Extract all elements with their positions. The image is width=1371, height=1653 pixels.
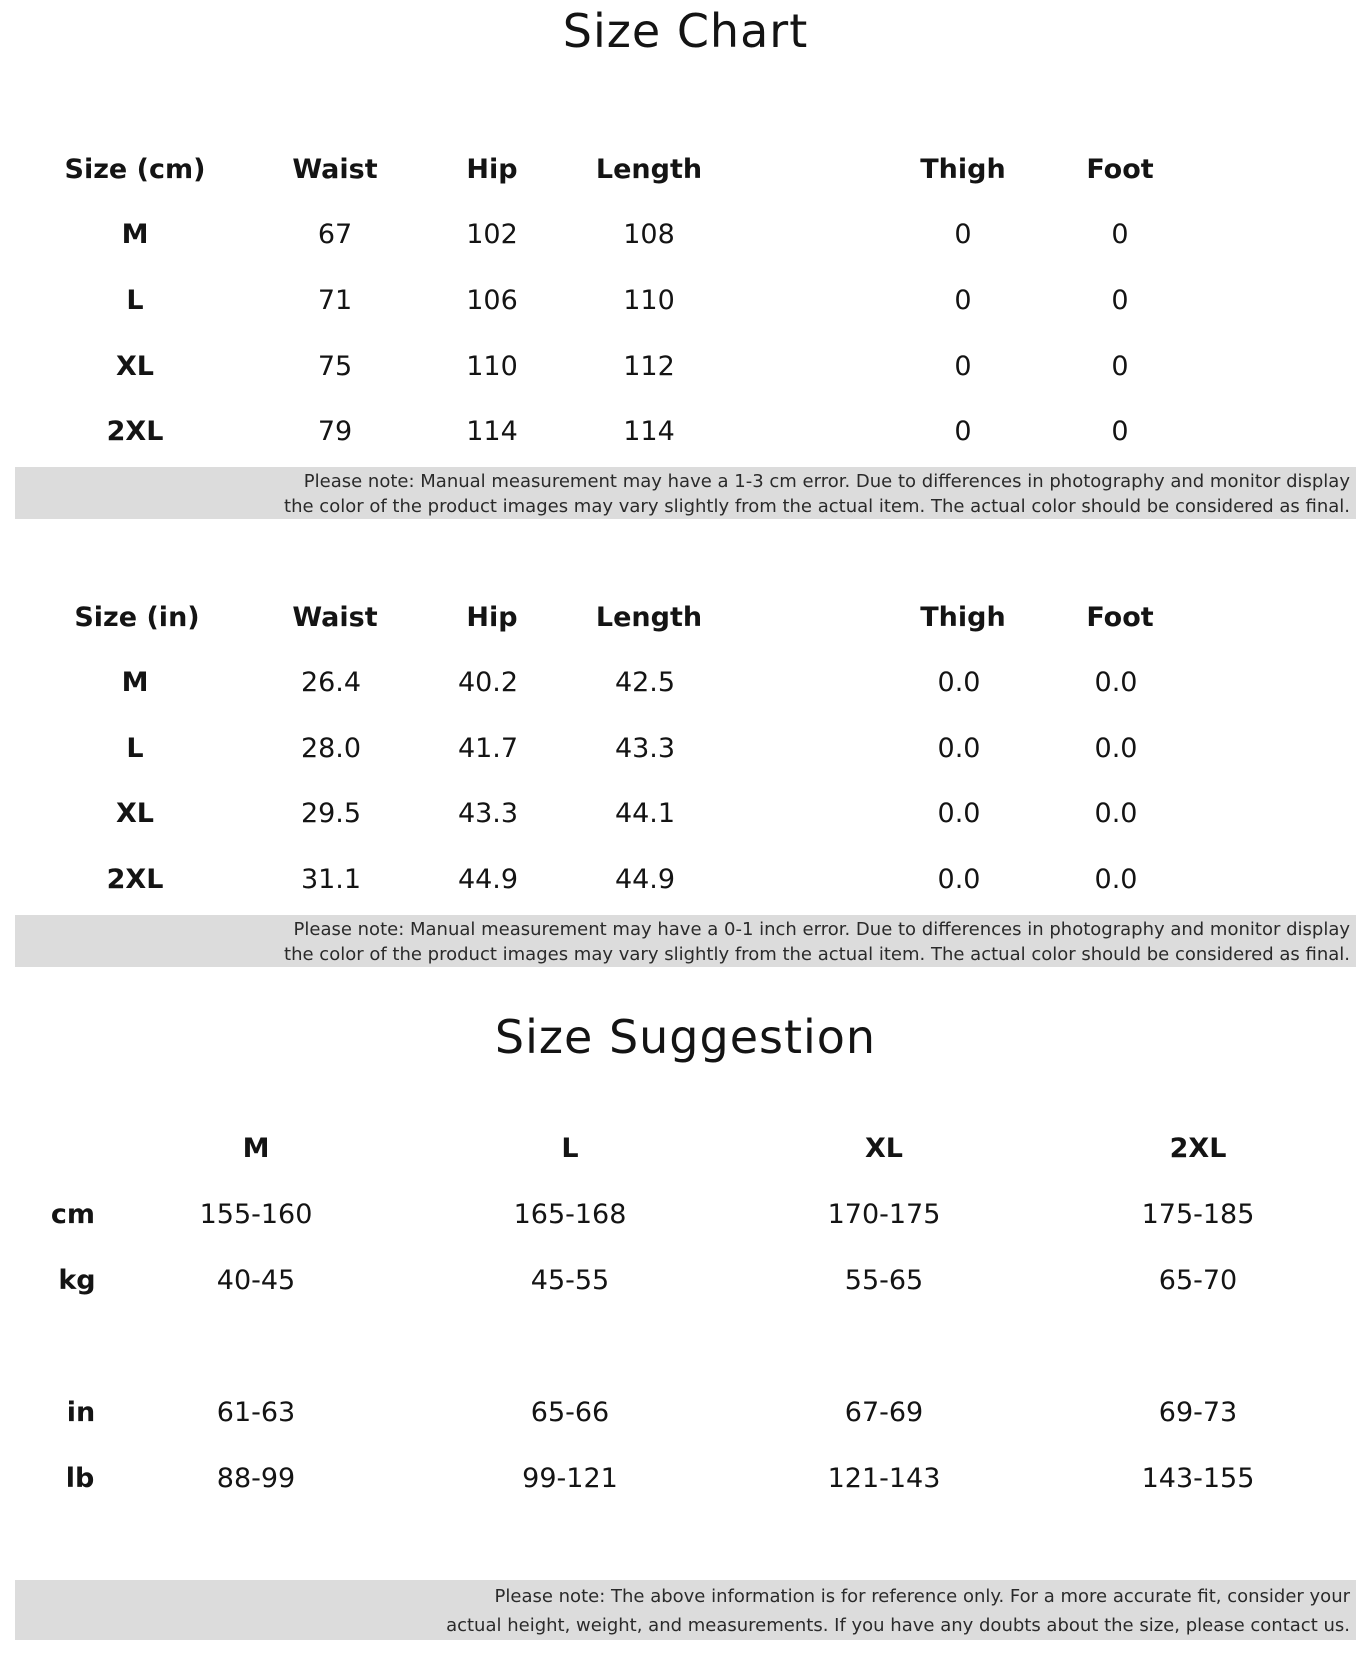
- waist-value: 31.1: [300, 864, 362, 895]
- header-size-cm: Size (cm): [64, 154, 206, 185]
- note-line: Please note: Manual measurement may have a 0-1 inch error. Due to differences in photography and monitor display: [293, 919, 1350, 940]
- suggestion-value: 67-69: [844, 1397, 924, 1428]
- waist-value: 28.0: [300, 733, 362, 764]
- length-value: 44.9: [614, 864, 676, 895]
- suggestion-value: 88-99: [216, 1463, 296, 1494]
- length-value: 112: [623, 351, 675, 382]
- hip-value: 43.3: [457, 798, 519, 829]
- size-label: 2XL: [106, 416, 164, 447]
- hip-value: 41.7: [457, 733, 519, 764]
- header-thigh: Thigh: [920, 602, 1006, 633]
- suggestion-value: 40-45: [216, 1265, 296, 1296]
- note-line: Please note: The above information is for reference only. For a more accurate fit, consider your: [494, 1586, 1350, 1607]
- waist-value: 67: [317, 219, 353, 250]
- thigh-value: 0.0: [937, 667, 981, 698]
- length-value: 114: [623, 416, 675, 447]
- header-thigh: Thigh: [920, 154, 1006, 185]
- header-foot: Foot: [1086, 602, 1154, 633]
- size-label: 2XL: [106, 864, 164, 895]
- note-line: the color of the product images may vary slightly from the actual item. The actual color should be considered as final.: [284, 944, 1350, 965]
- suggestion-value: 175-185: [1141, 1199, 1255, 1230]
- waist-value: 71: [317, 285, 353, 316]
- size-suggestion-title: Size Suggestion: [494, 1010, 877, 1064]
- note-line: the color of the product images may vary slightly from the actual item. The actual color should be considered as final.: [284, 496, 1350, 517]
- row-label-cm: cm: [50, 1199, 96, 1230]
- row-label-kg: kg: [58, 1265, 96, 1296]
- hip-value: 106: [466, 285, 518, 316]
- size-label: M: [121, 219, 149, 250]
- row-label-lb: lb: [65, 1463, 95, 1494]
- size-label: M: [121, 667, 149, 698]
- thigh-value: 0: [954, 285, 972, 316]
- suggestion-value: 143-155: [1141, 1463, 1255, 1494]
- cm-measurement-note: [15, 467, 1356, 519]
- thigh-value: 0.0: [937, 798, 981, 829]
- hip-value: 110: [466, 351, 518, 382]
- header-hip: Hip: [466, 154, 518, 185]
- suggestion-value: 65-66: [530, 1397, 610, 1428]
- foot-value: 0.0: [1094, 667, 1138, 698]
- size-label: L: [126, 733, 144, 764]
- hip-value: 40.2: [457, 667, 519, 698]
- suggestion-value: 165-168: [513, 1199, 627, 1230]
- suggestion-value: 170-175: [827, 1199, 941, 1230]
- size-label: XL: [115, 351, 155, 382]
- note-line: actual height, weight, and measurements. If you have any doubts about the size, please contact us.: [446, 1615, 1350, 1636]
- header-size-xl: XL: [864, 1133, 904, 1164]
- header-waist: Waist: [292, 154, 378, 185]
- note-line: Please note: Manual measurement may have a 1-3 cm error. Due to differences in photography and monitor display: [303, 471, 1350, 492]
- foot-value: 0.0: [1094, 798, 1138, 829]
- thigh-value: 0: [954, 219, 972, 250]
- header-size-in: Size (in): [74, 602, 200, 633]
- length-value: 44.1: [614, 798, 676, 829]
- suggestion-value: 55-65: [844, 1265, 924, 1296]
- waist-value: 79: [317, 416, 353, 447]
- foot-value: 0: [1111, 416, 1129, 447]
- header-hip: Hip: [466, 602, 518, 633]
- header-waist: Waist: [292, 602, 378, 633]
- header-foot: Foot: [1086, 154, 1154, 185]
- size-chart-title: Size Chart: [562, 4, 809, 58]
- suggestion-value: 45-55: [530, 1265, 610, 1296]
- thigh-value: 0.0: [937, 733, 981, 764]
- foot-value: 0: [1111, 351, 1129, 382]
- thigh-value: 0: [954, 416, 972, 447]
- waist-value: 29.5: [300, 798, 362, 829]
- hip-value: 114: [466, 416, 518, 447]
- waist-value: 26.4: [300, 667, 362, 698]
- suggestion-value: 99-121: [522, 1463, 618, 1494]
- hip-value: 102: [466, 219, 518, 250]
- header-size-m: M: [242, 1133, 270, 1164]
- suggestion-value: 65-70: [1158, 1265, 1238, 1296]
- hip-value: 44.9: [457, 864, 519, 895]
- size-label: XL: [115, 798, 155, 829]
- length-value: 42.5: [614, 667, 676, 698]
- thigh-value: 0: [954, 351, 972, 382]
- length-value: 108: [623, 219, 675, 250]
- foot-value: 0: [1111, 219, 1129, 250]
- size-label: L: [126, 285, 144, 316]
- suggestion-value: 61-63: [216, 1397, 296, 1428]
- suggestion-value: 69-73: [1158, 1397, 1238, 1428]
- header-size-2xl: 2XL: [1169, 1133, 1227, 1164]
- thigh-value: 0.0: [937, 864, 981, 895]
- in-measurement-note: [15, 915, 1356, 967]
- suggestion-value: 155-160: [199, 1199, 313, 1230]
- foot-value: 0.0: [1094, 733, 1138, 764]
- suggestion-value: 121-143: [827, 1463, 941, 1494]
- foot-value: 0.0: [1094, 864, 1138, 895]
- suggestion-note: [15, 1580, 1356, 1640]
- header-length: Length: [595, 154, 703, 185]
- header-size-l: L: [561, 1133, 579, 1164]
- waist-value: 75: [317, 351, 353, 382]
- foot-value: 0: [1111, 285, 1129, 316]
- length-value: 110: [623, 285, 675, 316]
- length-value: 43.3: [614, 733, 676, 764]
- row-label-in: in: [66, 1397, 96, 1428]
- header-length: Length: [595, 602, 703, 633]
